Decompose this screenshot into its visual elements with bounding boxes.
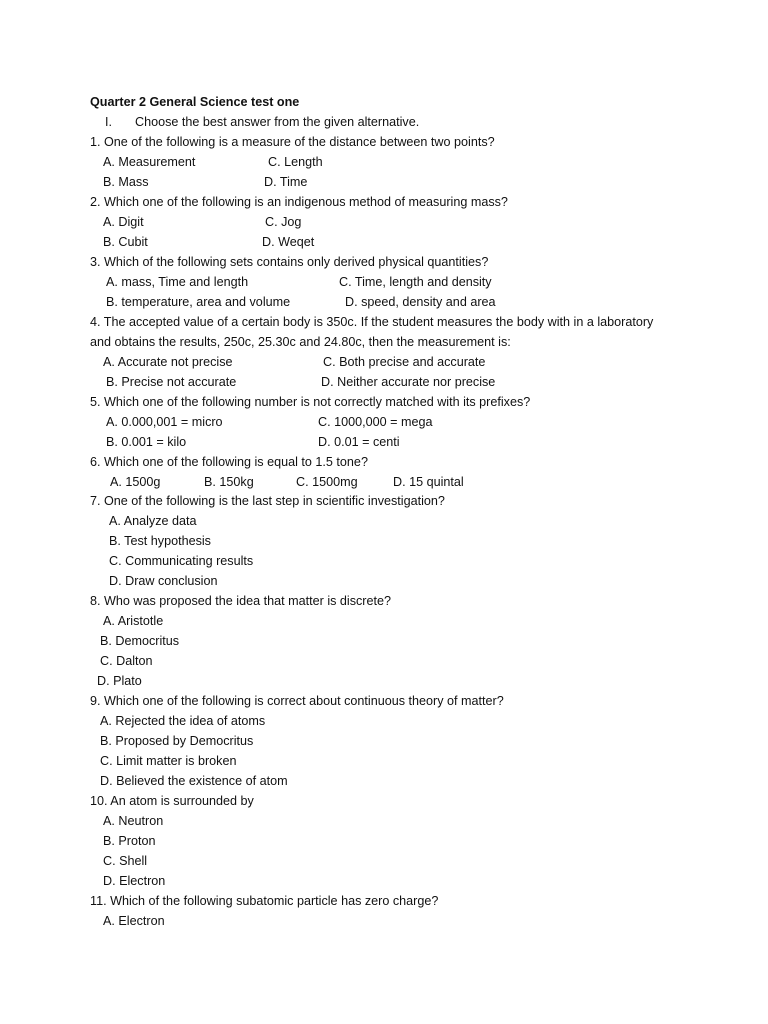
instruction-text: Choose the best answer from the given alternative. — [135, 115, 420, 129]
question-1: 1. One of the following is a measure of the distance between two points? — [90, 135, 495, 149]
q8-option-b: B. Democritus — [100, 634, 180, 648]
question-2: 2. Which one of the following is an indigenous method of measuring mass? — [90, 195, 508, 209]
q10-option-c: C. Shell — [103, 854, 148, 868]
q1-option-c: C. Length — [268, 155, 323, 169]
q3-option-b: B. temperature, area and volume — [106, 295, 291, 309]
q3-option-c: C. Time, length and density — [339, 275, 492, 289]
q6-option-c: C. 1500mg — [296, 475, 358, 489]
q9-option-c: C. Limit matter is broken — [100, 754, 237, 768]
q3-option-a: A. mass, Time and length — [106, 275, 249, 289]
q7-option-d: D. Draw conclusion — [109, 574, 218, 588]
q5-option-c: C. 1000,000 = mega — [318, 415, 433, 429]
q4-option-a: A. Accurate not precise — [103, 355, 233, 369]
q7-option-a: A. Analyze data — [109, 514, 197, 528]
q5-option-d: D. 0.01 = centi — [318, 435, 400, 449]
q5-option-a: A. 0.000,001 = micro — [106, 415, 223, 429]
q4-option-d: D. Neither accurate nor precise — [321, 375, 496, 389]
question-9: 9. Which one of the following is correct about continuous theory of matter? — [90, 694, 504, 708]
question-6: 6. Which one of the following is equal to 1.5 tone? — [90, 455, 368, 469]
q4-option-b: B. Precise not accurate — [106, 375, 237, 389]
document-title: Quarter 2 General Science test one — [90, 95, 300, 109]
question-3: 3. Which of the following sets contains only derived physical quantities? — [90, 255, 489, 269]
q1-option-d: D. Time — [264, 175, 308, 189]
q2-option-b: B. Cubit — [103, 235, 148, 249]
q4-option-c: C. Both precise and accurate — [323, 355, 486, 369]
q9-option-a: A. Rejected the idea of atoms — [100, 714, 266, 728]
question-4-line-1: 4. The accepted value of a certain body is 350c. If the student measures the body with in a laboratory — [90, 315, 654, 329]
q9-option-b: B. Proposed by Democritus — [100, 734, 254, 748]
question-7: 7. One of the following is the last step in scientific investigation? — [90, 494, 445, 508]
q8-option-c: C. Dalton — [100, 654, 153, 668]
question-8: 8. Who was proposed the idea that matter is discrete? — [90, 594, 392, 608]
q6-option-b: B. 150kg — [204, 475, 254, 489]
q10-option-b: B. Proton — [103, 834, 156, 848]
q1-option-a: A. Measurement — [103, 155, 196, 169]
q7-option-b: B. Test hypothesis — [109, 534, 211, 548]
q1-option-b: B. Mass — [103, 175, 149, 189]
instruction-number: I. — [105, 115, 112, 129]
q7-option-c: C. Communicating results — [109, 554, 254, 568]
q8-option-a: A. Aristotle — [103, 614, 164, 628]
q2-option-c: C. Jog — [265, 215, 302, 229]
question-4-line-2: and obtains the results, 250c, 25.30c and 24.80c, then the measurement is: — [90, 335, 511, 349]
q2-option-d: D. Weqet — [262, 235, 315, 249]
q2-option-a: A. Digit — [103, 215, 144, 229]
question-11: 11. Which of the following subatomic particle has zero charge? — [90, 894, 439, 908]
q8-option-d: D. Plato — [97, 674, 142, 688]
question-5: 5. Which one of the following number is not correctly matched with its prefixes? — [90, 395, 531, 409]
q3-option-d: D. speed, density and area — [345, 295, 496, 309]
question-10: 10. An atom is surrounded by — [90, 794, 254, 808]
q6-option-d: D. 15 quintal — [393, 475, 464, 489]
q6-option-a: A. 1500g — [110, 475, 161, 489]
q9-option-d: D. Believed the existence of atom — [100, 774, 288, 788]
q11-option-a: A. Electron — [103, 914, 165, 928]
q10-option-a: A. Neutron — [103, 814, 164, 828]
q10-option-d: D. Electron — [103, 874, 166, 888]
q5-option-b: B. 0.001 = kilo — [106, 435, 187, 449]
